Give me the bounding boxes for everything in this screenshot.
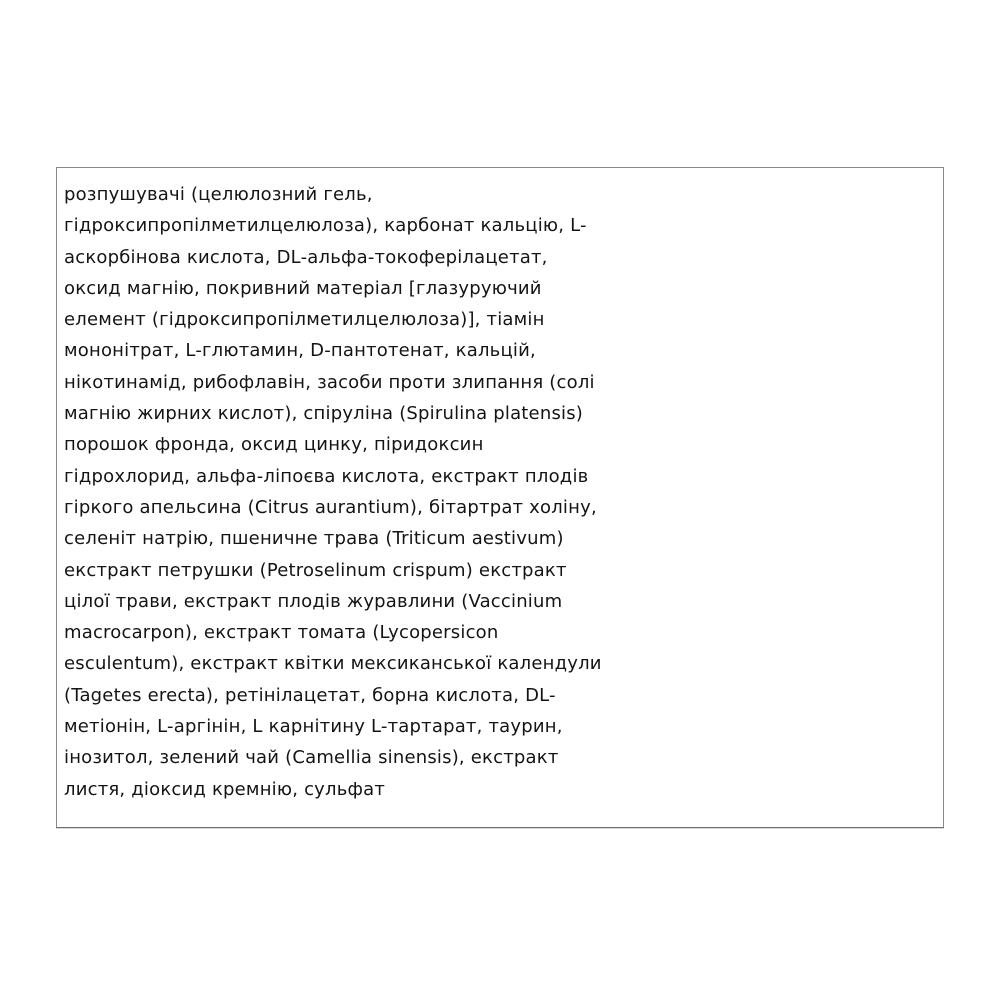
ingredients-line: гіркого апельсина (Citrus aurantium), бітартрат холіну, [64, 496, 597, 518]
ingredients-line: мононітрат, L-глютамин, D-пантотенат, кальцій, [64, 340, 536, 362]
ingredients-line: порошок фронда, оксид цинку, піридоксин [64, 434, 484, 456]
ingredients-panel [56, 167, 944, 828]
ingredients-line: елемент (гідроксипропілметилцелюлоза)], тіамін [64, 309, 545, 331]
ingredients-line: магнію жирних кислот), спіруліна (Spirulina platensis) [64, 403, 584, 425]
ingredients-line: (Tagetes erecta), ретінілацетат, борна кислота, DL- [64, 684, 556, 706]
ingredients-line: гідроксипропілметилцелюлоза), карбонат кальцію, L- [64, 215, 587, 237]
ingredients-line: macrocarpon), екстракт томата (Lycopersicon [64, 622, 499, 644]
ingredients-line: селеніт натрію, пшеничне трава (Triticum aestivum) [64, 528, 564, 550]
ingredients-line: цілої трави, екстракт плодів журавлини (Vaccinium [64, 590, 563, 612]
ingredients-line: інозитол, зелений чай (Camellia sinensis), екстракт [64, 747, 559, 769]
ingredients-line: аскорбінова кислота, DL-альфа-токоферілацетат, [64, 246, 548, 268]
ingredients-line: екстракт петрушки (Petroselinum crispum) екстракт [64, 559, 567, 581]
ingredients-line: оксид магнію, покривний матеріал [глазуруючий [64, 277, 542, 299]
ingredients-line: нікотинамід, рибофлавін, засоби проти злипання (солі [64, 371, 595, 393]
ingredients-line: метіонін, L-аргінін, L карнітину L-тартарат, таурин, [64, 716, 563, 738]
ingredients-line: листя, діоксид кремнію, сульфат [64, 778, 386, 800]
ingredients-line: гідрохлорид, альфа-ліпоєва кислота, екстракт плодів [64, 465, 589, 487]
ingredients-line: розпушувачі (целюлозний гель, [64, 184, 373, 205]
ingredients-line: esculentum), екстракт квітки мексиканської календули [64, 653, 602, 675]
